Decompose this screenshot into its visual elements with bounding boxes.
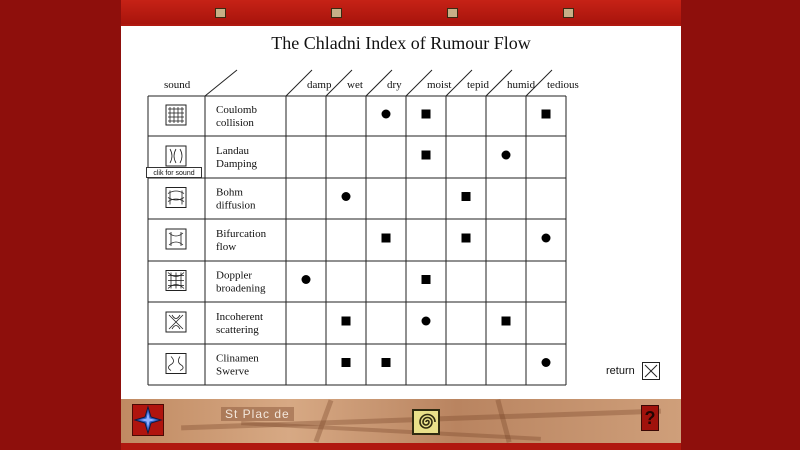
- row-name-line1: Incoherent: [216, 311, 264, 323]
- sound-column-header: sound: [164, 79, 191, 91]
- mark-square: [462, 192, 471, 201]
- row-name-line1: Bohm: [216, 186, 243, 199]
- row-name-line1: Coulomb: [216, 104, 257, 116]
- wave-pattern-icon[interactable]: [166, 146, 186, 166]
- game-frame: [121, 0, 681, 450]
- map-street-label: St Plac de: [221, 407, 294, 421]
- row-name-line2: diffusion: [216, 199, 256, 212]
- top-knob-icon: [447, 8, 458, 18]
- compass-star-icon: [133, 405, 163, 435]
- compass-button[interactable]: [132, 404, 164, 436]
- mark-circle: [422, 317, 431, 326]
- index-panel: [121, 26, 681, 399]
- top-bar: [121, 0, 681, 24]
- row-name-line2: Damping: [216, 158, 257, 170]
- mark-circle: [542, 234, 551, 243]
- mark-square: [422, 275, 431, 284]
- mark-square: [462, 234, 471, 243]
- mark-circle: [302, 275, 311, 284]
- row-name-line1: Clinamen: [216, 352, 259, 365]
- mark-circle: [382, 110, 391, 119]
- mark-square: [382, 234, 391, 243]
- top-knob-icon: [563, 8, 574, 18]
- map-navigation-bar: [121, 399, 681, 443]
- column-header-tedious: tedious: [547, 79, 579, 91]
- column-header-tepid: tepid: [467, 79, 489, 91]
- return-button[interactable]: [642, 362, 660, 380]
- swerve-pattern-icon[interactable]: [166, 354, 186, 374]
- page-title: The Chladni Index of Rumour Flow: [271, 33, 531, 53]
- row-name-line2: flow: [216, 241, 237, 253]
- mark-square: [342, 317, 351, 326]
- mark-square: [422, 151, 431, 160]
- spiral-button[interactable]: [412, 409, 440, 435]
- column-header-dry: dry: [387, 79, 402, 91]
- lens-pattern-icon[interactable]: [166, 229, 186, 249]
- mark-square: [542, 110, 551, 119]
- top-knob-icon: [215, 8, 226, 18]
- row-name-line2: collision: [216, 117, 254, 129]
- mark-square: [422, 110, 431, 119]
- sound-tooltip: clik for sound: [146, 167, 202, 178]
- row-name-line2: broadening: [216, 282, 266, 295]
- row-name-line1: Bifurcation: [216, 228, 267, 240]
- mark-square: [382, 358, 391, 367]
- lattice-pattern-icon[interactable]: [166, 271, 186, 291]
- return-label: return: [606, 365, 635, 377]
- mark-circle: [542, 358, 551, 367]
- ripple-pattern-icon[interactable]: [166, 188, 186, 208]
- grid-pattern-icon[interactable]: [166, 105, 186, 125]
- mark-square: [342, 358, 351, 367]
- close-icon: [643, 363, 659, 379]
- help-button[interactable]: ?: [641, 405, 659, 431]
- row-name-line2: Swerve: [216, 365, 249, 378]
- top-knob-icon: [331, 8, 342, 18]
- cross-pattern-icon[interactable]: [166, 312, 186, 332]
- table-grid: [148, 70, 566, 385]
- mark-circle: [502, 151, 511, 160]
- mark-square: [502, 317, 511, 326]
- mark-circle: [342, 192, 351, 201]
- spiral-icon: [414, 411, 438, 433]
- row-name-line1: Doppler: [216, 269, 253, 282]
- column-header-humid: humid: [507, 79, 536, 91]
- column-header-damp: damp: [307, 79, 332, 91]
- row-name-line1: Landau: [216, 145, 249, 157]
- chladni-table: [121, 26, 681, 399]
- column-header-wet: wet: [347, 79, 363, 91]
- column-header-moist: moist: [427, 79, 452, 91]
- row-name-line2: scattering: [216, 324, 259, 336]
